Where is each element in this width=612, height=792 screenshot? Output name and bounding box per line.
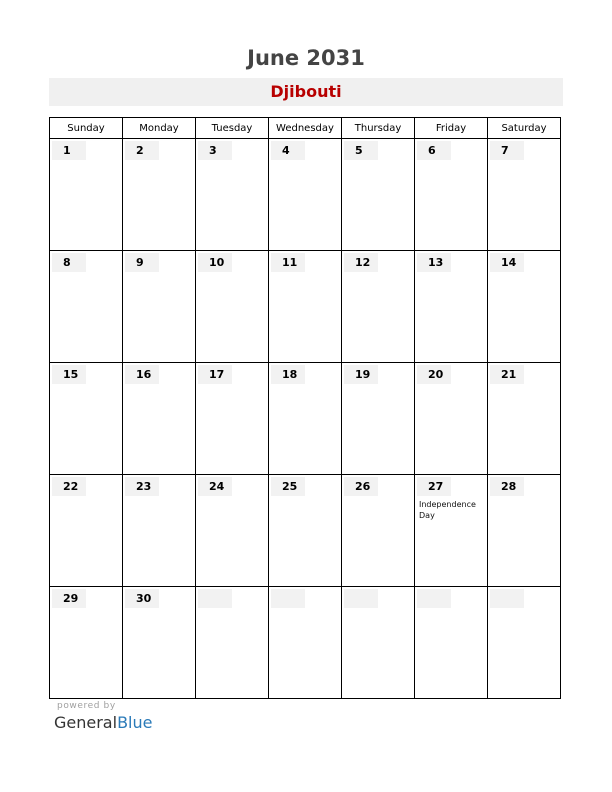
day-number: 24: [198, 477, 232, 496]
day-number: 12: [344, 253, 378, 272]
week-row: [50, 363, 561, 475]
day-cell[interactable]: [415, 475, 488, 587]
week-row: [50, 587, 561, 699]
day-number: 22: [52, 477, 86, 496]
day-cell[interactable]: [196, 587, 269, 699]
weekday-sunday: Sunday: [50, 118, 123, 139]
day-number: 28: [490, 477, 524, 496]
day-number: 21: [490, 365, 524, 384]
day-number: 13: [417, 253, 451, 272]
day-cell[interactable]: [488, 475, 561, 587]
day-number: [490, 589, 524, 608]
day-number: 17: [198, 365, 232, 384]
day-cell[interactable]: [196, 139, 269, 251]
day-number: 15: [52, 365, 86, 384]
powered-by-text: powered by: [57, 701, 116, 711]
day-cell[interactable]: [415, 139, 488, 251]
day-cell[interactable]: [50, 363, 123, 475]
day-number: 5: [344, 141, 378, 160]
calendar-grid: [49, 117, 561, 699]
day-number: 2: [125, 141, 159, 160]
day-cell[interactable]: [123, 251, 196, 363]
day-number: 30: [125, 589, 159, 608]
day-number: 26: [344, 477, 378, 496]
day-cell[interactable]: [342, 363, 415, 475]
day-cell[interactable]: [50, 139, 123, 251]
day-number: [198, 589, 232, 608]
day-cell[interactable]: [123, 475, 196, 587]
day-number: 25: [271, 477, 305, 496]
week-row: [50, 251, 561, 363]
country-banner: [49, 78, 563, 106]
day-cell[interactable]: [50, 475, 123, 587]
day-cell[interactable]: [415, 587, 488, 699]
day-cell[interactable]: [196, 475, 269, 587]
weekday-monday: Monday: [123, 118, 196, 139]
day-number: [344, 589, 378, 608]
day-number: 19: [344, 365, 378, 384]
day-number: 8: [52, 253, 86, 272]
day-cell[interactable]: [50, 251, 123, 363]
day-number: 14: [490, 253, 524, 272]
brand-blue: Blue: [117, 713, 153, 732]
day-cell[interactable]: [488, 363, 561, 475]
weekday-wednesday: Wednesday: [269, 118, 342, 139]
day-cell[interactable]: [269, 139, 342, 251]
day-cell[interactable]: [415, 363, 488, 475]
day-cell[interactable]: [488, 587, 561, 699]
day-number: 1: [52, 141, 86, 160]
day-cell[interactable]: [342, 587, 415, 699]
day-number: 20: [417, 365, 451, 384]
day-number: 27: [417, 477, 451, 496]
day-number: 6: [417, 141, 451, 160]
day-number: 23: [125, 477, 159, 496]
day-cell[interactable]: [488, 139, 561, 251]
weekday-saturday: Saturday: [488, 118, 561, 139]
day-number: 16: [125, 365, 159, 384]
day-cell[interactable]: [342, 139, 415, 251]
day-cell[interactable]: [342, 475, 415, 587]
day-cell[interactable]: [269, 251, 342, 363]
day-number: 7: [490, 141, 524, 160]
day-cell[interactable]: [488, 251, 561, 363]
day-number: 4: [271, 141, 305, 160]
country-name: Djibouti: [270, 82, 342, 101]
day-number: 10: [198, 253, 232, 272]
day-number: [417, 589, 451, 608]
brand-general: General: [54, 713, 118, 732]
calendar-title: June 2031: [247, 46, 365, 70]
day-cell[interactable]: [415, 251, 488, 363]
day-cell[interactable]: [123, 363, 196, 475]
weekday-thursday: Thursday: [342, 118, 415, 139]
generalblue-logo[interactable]: [54, 713, 152, 732]
week-row: [50, 139, 561, 251]
day-number: 3: [198, 141, 232, 160]
day-cell[interactable]: [269, 587, 342, 699]
day-cell[interactable]: [123, 139, 196, 251]
day-cell[interactable]: [269, 363, 342, 475]
day-cell[interactable]: [269, 475, 342, 587]
day-number: 9: [125, 253, 159, 272]
day-cell[interactable]: [196, 363, 269, 475]
day-number: [271, 589, 305, 608]
day-cell[interactable]: [50, 587, 123, 699]
day-cell[interactable]: [196, 251, 269, 363]
day-number: 29: [52, 589, 86, 608]
day-number: 18: [271, 365, 305, 384]
day-cell[interactable]: [123, 587, 196, 699]
holiday-label: Independence Day: [419, 500, 476, 520]
day-cell[interactable]: [342, 251, 415, 363]
day-number: 11: [271, 253, 305, 272]
week-row: [50, 475, 561, 587]
weekday-header-row: [50, 118, 561, 139]
weekday-friday: Friday: [415, 118, 488, 139]
weekday-tuesday: Tuesday: [196, 118, 269, 139]
